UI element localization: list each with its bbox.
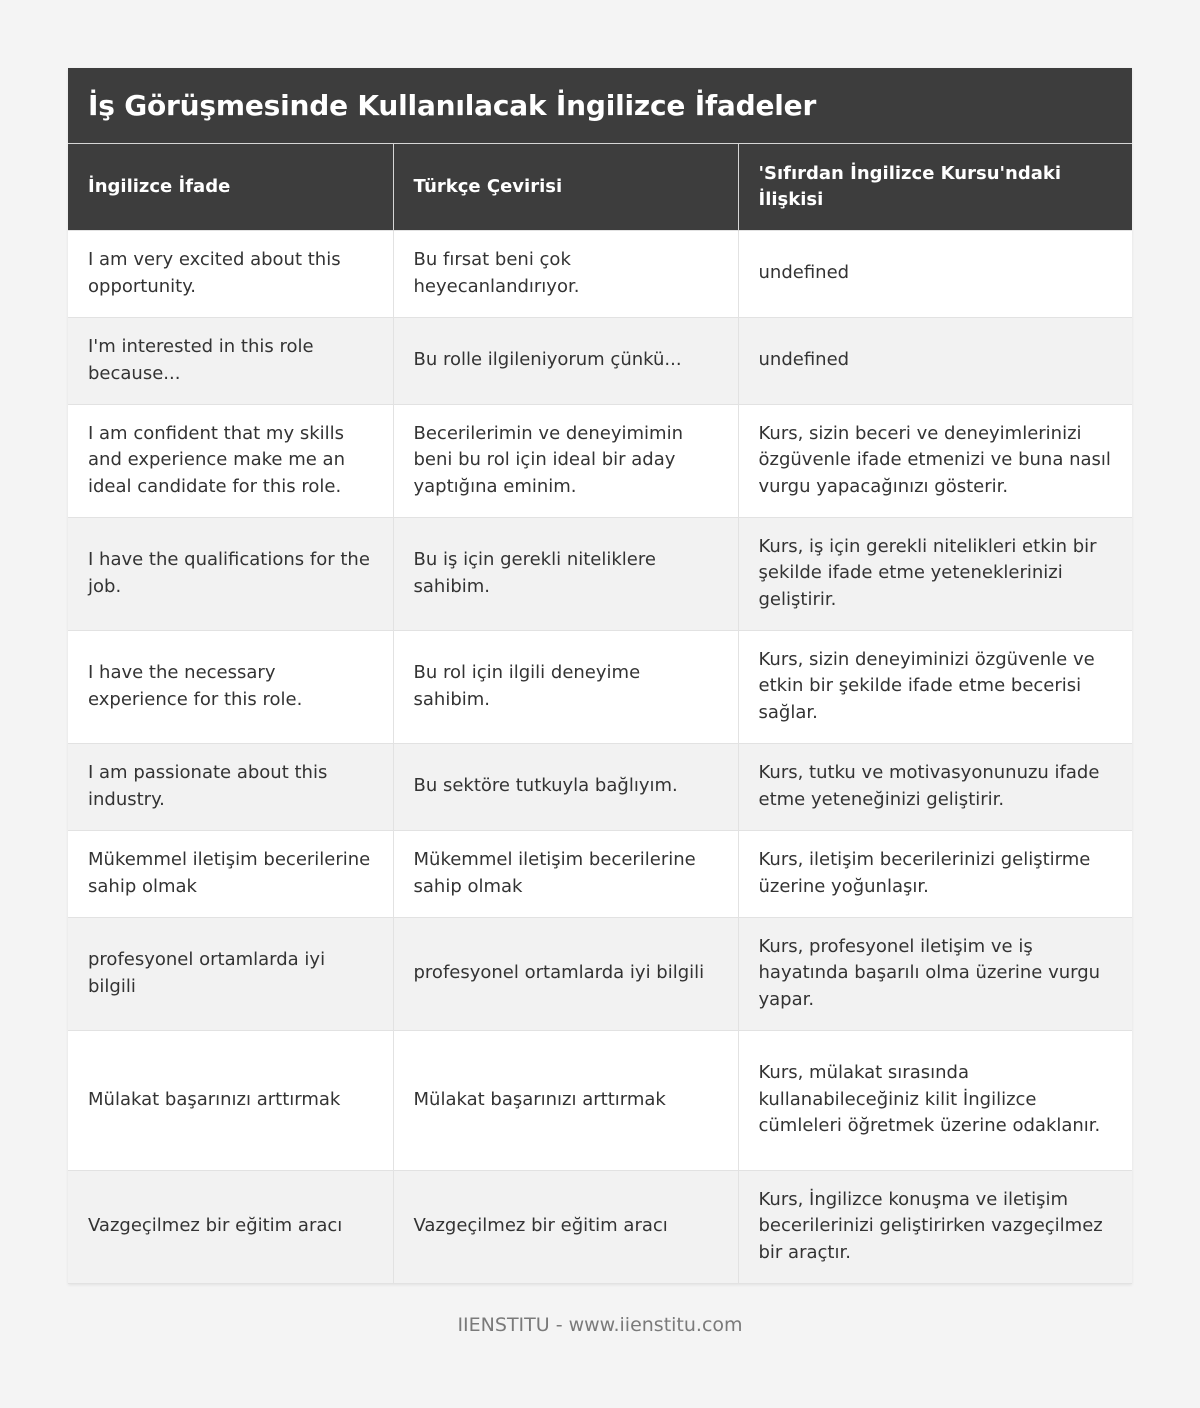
english-cell: profesyonel ortamlarda iyi bilgili xyxy=(68,917,393,1030)
english-cell: I am very excited about this opportunity. xyxy=(68,230,393,317)
english-cell: I am confident that my skills and experience make me an ideal candidate for this role. xyxy=(68,404,393,517)
relation-cell: Kurs, sizin deneyiminizi özgüvenle ve etkin bir şekilde ifade etme becerisi sağlar. xyxy=(738,630,1132,743)
header-english-phrase: İngilizce İfade xyxy=(68,144,393,230)
relation-cell: undefined xyxy=(738,230,1132,317)
header-turkish-translation: Türkçe Çevirisi xyxy=(393,144,738,230)
english-cell: I'm interested in this role because... xyxy=(68,317,393,404)
table-row xyxy=(68,1170,1132,1283)
turkish-cell: Mülakat başarınızı arttırmak xyxy=(393,1030,738,1170)
turkish-cell: Vazgeçilmez bir eğitim aracı xyxy=(393,1170,738,1283)
english-cell: Mükemmel iletişim becerilerine sahip olmak xyxy=(68,830,393,917)
relation-cell: Kurs, sizin beceri ve deneyimlerinizi özgüvenle ifade etmenizi ve buna nasıl vurgu yapacağınızı gösterir. xyxy=(738,404,1132,517)
relation-cell: Kurs, iletişim becerilerinizi geliştirme üzerine yoğunlaşır. xyxy=(738,830,1132,917)
footer-credit: IIENSTITU - www.iienstitu.com xyxy=(457,1314,743,1336)
table-row xyxy=(68,743,1132,830)
relation-cell: Kurs, profesyonel iletişim ve iş hayatında başarılı olma üzerine vurgu yapar. xyxy=(738,917,1132,1030)
header-row xyxy=(68,144,1132,230)
turkish-cell: Bu fırsat beni çok heyecanlandırıyor. xyxy=(393,230,738,317)
english-cell: I have the qualifications for the job. xyxy=(68,517,393,630)
relation-cell: Kurs, iş için gerekli nitelikleri etkin bir şekilde ifade etme yeteneklerinizi geliştirir. xyxy=(738,517,1132,630)
table-title: İş Görüşmesinde Kullanılacak İngilizce İfadeler xyxy=(88,89,817,122)
phrases-card xyxy=(68,68,1132,1284)
table-row xyxy=(68,517,1132,630)
relation-cell: undefined xyxy=(738,317,1132,404)
turkish-cell: profesyonel ortamlarda iyi bilgili xyxy=(393,917,738,1030)
english-cell: Mülakat başarınızı arttırmak xyxy=(68,1030,393,1170)
table-row xyxy=(68,630,1132,743)
relation-cell: Kurs, tutku ve motivasyonunuzu ifade etme yeteneğinizi geliştirir. xyxy=(738,743,1132,830)
table-row xyxy=(68,230,1132,317)
relation-cell: Kurs, mülakat sırasında kullanabileceğiniz kilit İngilizce cümleleri öğretmek üzerine odaklanır. xyxy=(738,1030,1132,1170)
header-course-relation: 'Sıfırdan İngilizce Kursu'ndaki İlişkisi xyxy=(738,144,1132,230)
turkish-cell: Mükemmel iletişim becerilerine sahip olmak xyxy=(393,830,738,917)
table-row xyxy=(68,404,1132,517)
table-row xyxy=(68,917,1132,1030)
table-row xyxy=(68,317,1132,404)
english-cell: I am passionate about this industry. xyxy=(68,743,393,830)
turkish-cell: Bu rolle ilgileniyorum çünkü... xyxy=(393,317,738,404)
relation-cell: Kurs, İngilizce konuşma ve iletişim becerilerinizi geliştirirken vazgeçilmez bir araçtır. xyxy=(738,1170,1132,1283)
english-cell: Vazgeçilmez bir eğitim aracı xyxy=(68,1170,393,1283)
title-bar xyxy=(68,68,1132,144)
turkish-cell: Bu iş için gerekli niteliklere sahibim. xyxy=(393,517,738,630)
turkish-cell: Bu sektöre tutkuyla bağlıyım. xyxy=(393,743,738,830)
table-row xyxy=(68,1030,1132,1170)
english-cell: I have the necessary experience for this role. xyxy=(68,630,393,743)
phrases-table xyxy=(68,144,1132,1284)
table-row xyxy=(68,830,1132,917)
turkish-cell: Becerilerimin ve deneyimimin beni bu rol için ideal bir aday yaptığına eminim. xyxy=(393,404,738,517)
turkish-cell: Bu rol için ilgili deneyime sahibim. xyxy=(393,630,738,743)
